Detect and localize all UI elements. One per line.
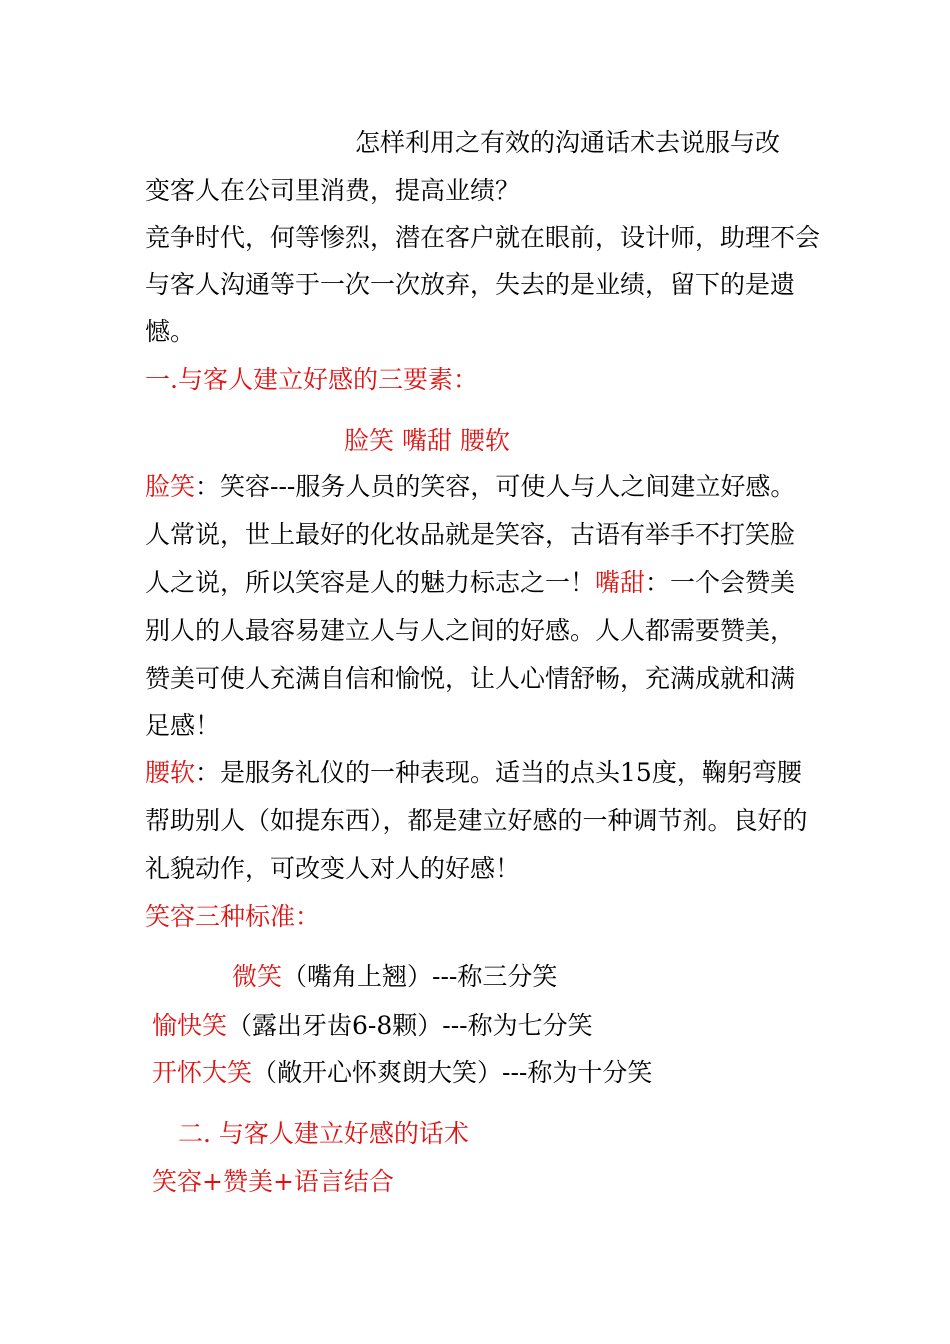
soft-waist-line-2: 帮助别人（如提东西），都是建立好感的一种调节剂。良好的 — [145, 806, 808, 835]
smile-standard-1 — [232, 961, 557, 993]
soft-waist-label: 腰软 — [145, 758, 196, 787]
soft-waist-text-1: ：是服务礼仪的一种表现。适当的点头15度，鞠躬弯腰 — [195, 758, 802, 787]
soft-waist-line-1 — [145, 757, 802, 789]
face-smile-label: 脸笑 — [145, 472, 196, 501]
smile-standard-2-desc: （露出牙齿6-8颗）---称为七分笑 — [227, 1011, 593, 1040]
section-1-heading: 一.与客人建立好感的三要素： — [145, 365, 478, 394]
soft-waist-line-3: 礼貌动作，可改变人对人的好感！ — [145, 854, 521, 883]
smile-standard-1-name: 微笑 — [232, 962, 283, 991]
formula: 笑容+赞美+语言结合 — [152, 1167, 394, 1196]
smile-standard-3-name: 开怀大笑 — [152, 1058, 253, 1087]
sweet-mouth-label: 嘴甜 — [595, 568, 646, 597]
face-smile-text-3: 人之说，所以笑容是人的魅力标志之一！ — [145, 568, 596, 597]
sweet-mouth-line-4: 足感！ — [145, 711, 221, 740]
sweet-mouth-line-3: 赞美可使人充满自信和愉悦，让人心情舒畅，充满成就和满 — [145, 664, 796, 693]
three-elements: 脸笑 嘴甜 腰软 — [344, 426, 510, 455]
sweet-mouth-line-2: 别人的人最容易建立人与人之间的好感。人人都需要赞美， — [145, 616, 796, 645]
face-smile-line-3 — [145, 567, 795, 599]
face-smile-line-1 — [145, 471, 795, 503]
intro-line-1: 竞争时代，何等惨烈，潜在客户就在眼前，设计师，助理不会 — [145, 223, 821, 252]
smile-standard-2 — [152, 1010, 593, 1042]
title-line-1: 怎样利用之有效的沟通话术去说服与改 — [355, 128, 781, 157]
face-smile-text-1: ：笑容---服务人员的笑容，可使人与人之间建立好感。 — [195, 472, 796, 501]
smile-standard-2-name: 愉快笑 — [152, 1011, 228, 1040]
intro-line-3: 憾。 — [145, 317, 196, 346]
face-smile-line-2: 人常说，世上最好的化妆品就是笑容，古语有举手不打笑脸 — [145, 520, 796, 549]
title-line-2: 变客人在公司里消费，提高业绩？ — [145, 176, 521, 205]
smile-standard-3-desc: （敞开心怀爽朗大笑）---称为十分笑 — [252, 1058, 653, 1087]
section-2-heading: 二. 与客人建立好感的话术 — [178, 1119, 469, 1148]
smile-standards-heading: 笑容三种标准： — [145, 902, 321, 931]
smile-standard-3 — [152, 1057, 652, 1089]
sweet-mouth-text-1: ：一个会赞美 — [645, 568, 796, 597]
smile-standard-1-desc: （嘴角上翘）---称三分笑 — [282, 962, 558, 991]
intro-line-2: 与客人沟通等于一次一次放弃，失去的是业绩，留下的是遗 — [145, 270, 796, 299]
